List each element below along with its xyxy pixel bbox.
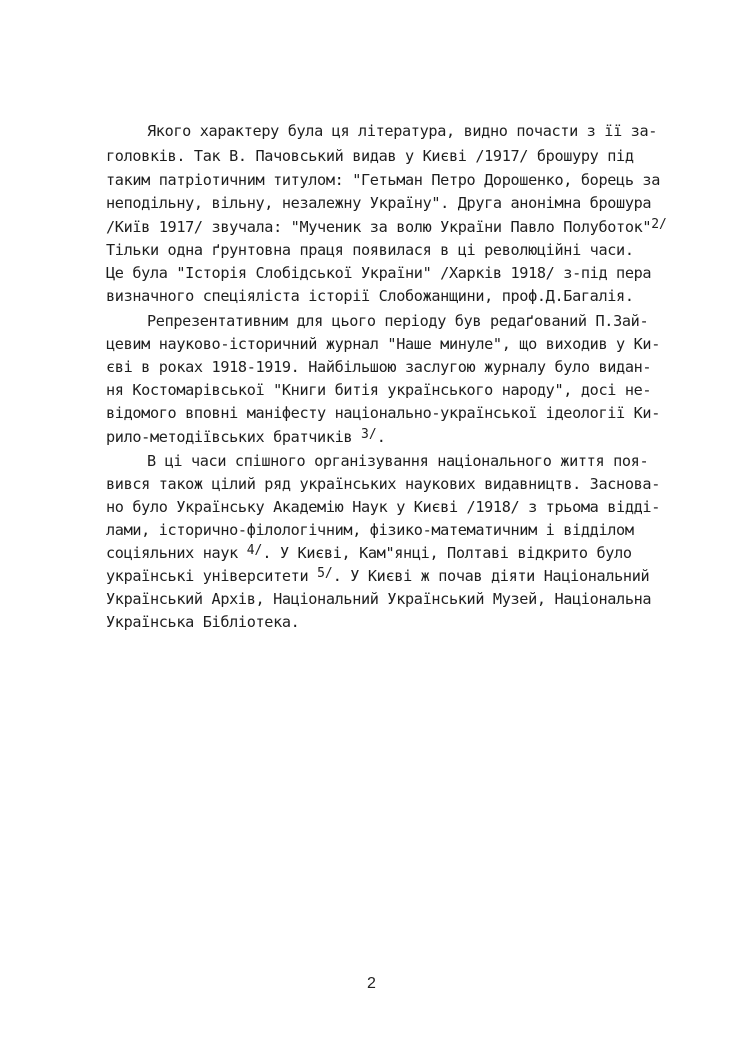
footnote-ref-2: 2/ xyxy=(651,217,667,232)
footnote-ref-4: 4/ xyxy=(246,543,263,558)
text-segment: Якого характеру була ця література, видно почасти з її за- xyxy=(147,122,658,140)
text-segment: українські університети xyxy=(106,567,318,585)
text-segment: відомого вповні маніфесту національно-української ідеології Ки- xyxy=(106,404,661,422)
text-segment: Українська Бібліотека. xyxy=(106,613,300,631)
text-segment: /Київ 1917/ звучала: "Мученик за волю України Павло Полуботок" xyxy=(106,218,652,236)
text-segment: визначного спеціяліста історії Слобожанщини, проф.Д.Багалія. xyxy=(106,287,634,305)
text-segment: вився також цілий ряд українських наукових видавництв. Заснова- xyxy=(106,475,661,493)
text-line xyxy=(106,566,649,588)
text-line xyxy=(106,217,667,239)
text-line xyxy=(147,451,648,471)
text-segment: В ці часи спішного організування національного життя поя- xyxy=(147,452,649,470)
text-line xyxy=(106,520,634,540)
text-segment: . xyxy=(376,428,386,446)
text-line xyxy=(106,380,651,400)
text-segment: таким патріотичним титулом: "Гетьман Петро Дорошенко, борець за xyxy=(106,171,661,189)
text-line xyxy=(106,263,651,283)
text-segment: . У Києві, Кам"янці, Полтаві відкрито було xyxy=(262,544,632,562)
text-line xyxy=(106,497,660,517)
footnote-ref-3: 3/ xyxy=(361,427,377,442)
text-line xyxy=(106,193,651,213)
text-segment: Це була "Історія Слобідської України" /Харків 1918/ з-під пера xyxy=(106,264,652,282)
text-segment: Український Архів, Національний Український Музей, Національна xyxy=(106,590,652,608)
footnote-ref-5: 5/ xyxy=(317,566,333,581)
text-segment: цевим науково-історичний журнал "Наше минуле", що виходив у Ки- xyxy=(106,335,661,353)
text-line xyxy=(147,311,648,331)
text-line xyxy=(106,286,634,306)
text-line xyxy=(106,146,634,166)
text-segment: ня Костомарівської "Книги битія українського народу", досі не- xyxy=(106,381,652,399)
text-line xyxy=(106,589,651,609)
text-line xyxy=(106,334,660,354)
text-segment: соціяльних наук xyxy=(106,544,247,562)
text-segment: но було Українську Академію Наук у Києві /1918/ з трьома відді- xyxy=(106,498,661,516)
text-segment: рило-методіївських братчиків xyxy=(106,428,362,446)
text-segment: неподільну, вільну, незалежну Україну". Друга анонімна брошура xyxy=(106,194,652,212)
text-segment: Репрезентативним для цього періоду був редаґований П.Зай- xyxy=(147,312,649,330)
page-number: 2 xyxy=(367,975,376,992)
text-line xyxy=(106,543,632,565)
text-segment: головків. Так В. Пачовський видав у Києві /1917/ брошуру під xyxy=(106,147,634,165)
text-segment: лами, історично-філологічним, фізико-математичним і відділом xyxy=(106,521,634,539)
text-line xyxy=(106,403,660,423)
text-line xyxy=(106,427,385,449)
text-line xyxy=(106,240,634,260)
text-line xyxy=(106,612,299,632)
text-line xyxy=(106,357,651,377)
text-segment: Тільки одна ґрунтовна праця появилася в ці революційні часи. xyxy=(106,241,634,259)
text-line xyxy=(106,474,660,494)
text-segment: єві в роках 1918-1919. Найбільшою заслугою журналу було видан- xyxy=(106,358,652,376)
text-segment: . У Києві ж почав діяти Національний xyxy=(332,567,650,585)
text-line xyxy=(106,170,660,190)
text-line xyxy=(147,121,657,141)
